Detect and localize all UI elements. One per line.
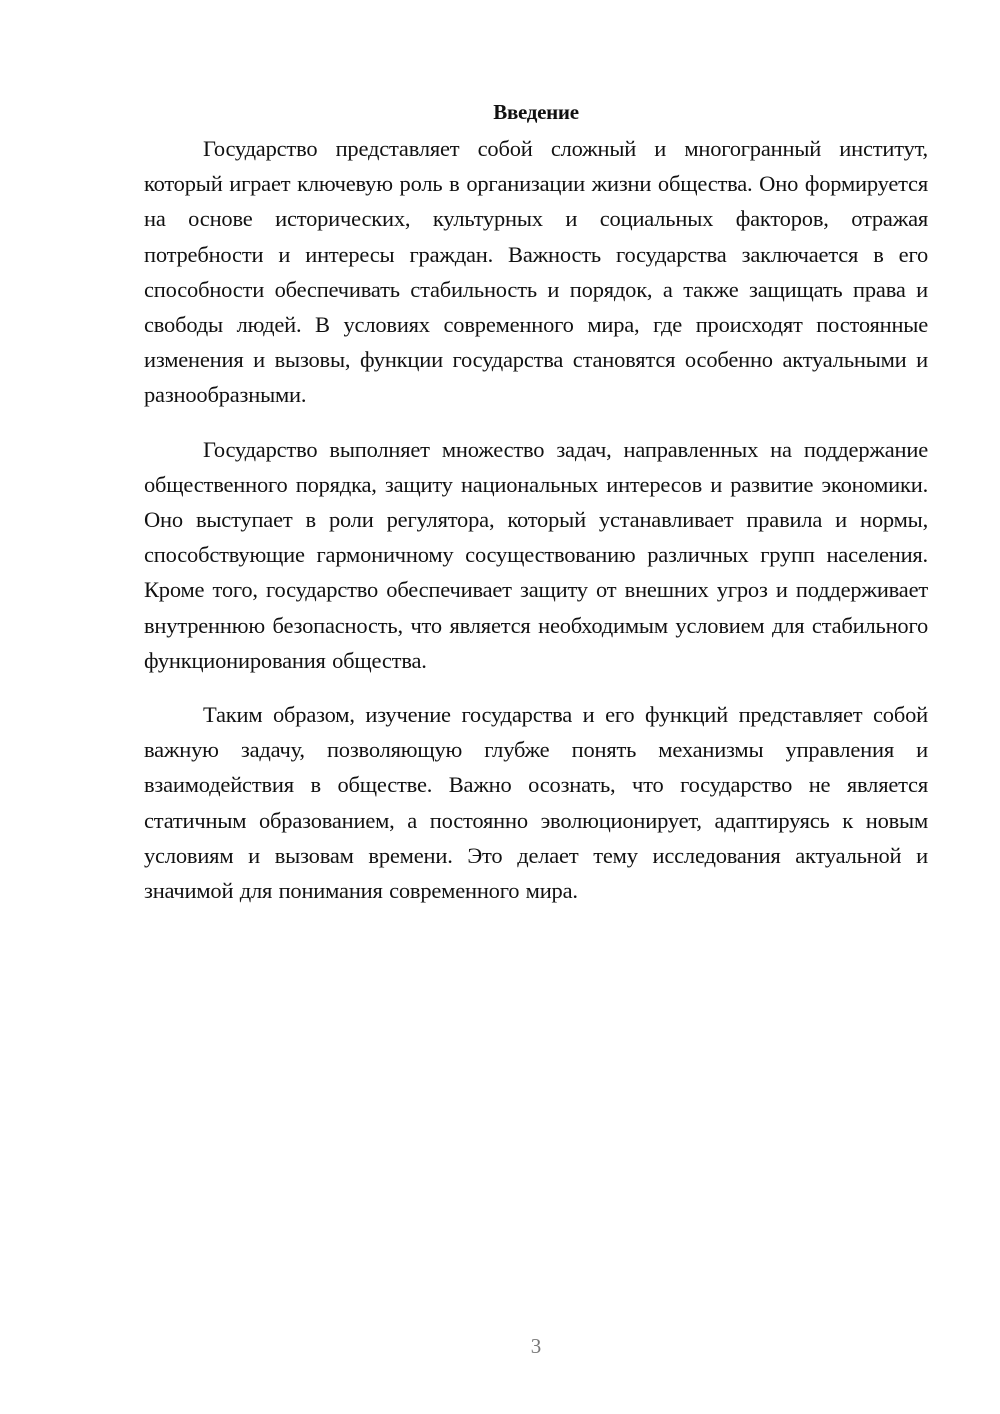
page-content (144, 97, 928, 908)
page-number: 3 (530, 1334, 542, 1358)
paragraph-3: Таким образом, изучение государства и его функций представляет собой важную задачу, позволяющую глубже понять механизмы управления и взаимодействия в обществе. Важно осознать, что государство не является статичным образованием, а постоянно эволюционирует, адаптируясь к новым условиям и вызовам времени. Это делает тему исследования актуальной и значимой для понимания современного мира. (144, 702, 928, 904)
paragraph-1: Государство представляет собой сложный и многогранный институт, который играет ключевую роль в организации жизни общества. Оно формируется на основе исторических, культурных и социальных факторов, отражая потребности и интересы граждан. Важность государства заключается в его способности обеспечивать стабильность и порядок, а также защищать права и свободы людей. В условиях современного мира, где происходят постоянные изменения и вызовы, функции государства становятся особенно актуальными и разнообразными. (144, 136, 928, 408)
section-title: Введение (493, 100, 579, 124)
paragraph-2: Государство выполняет множество задач, направленных на поддержание общественного порядка, защиту национальных интересов и развитие экономики. Оно выступает в роли регулятора, который устанавливает правила и нормы, способствующие гармоничному сосуществованию различных групп населения. Кроме того, государство обеспечивает защиту от внешних угроз и поддерживает внутреннюю безопасность, что является необходимым условием для стабильного функционирования общества. (144, 436, 928, 673)
